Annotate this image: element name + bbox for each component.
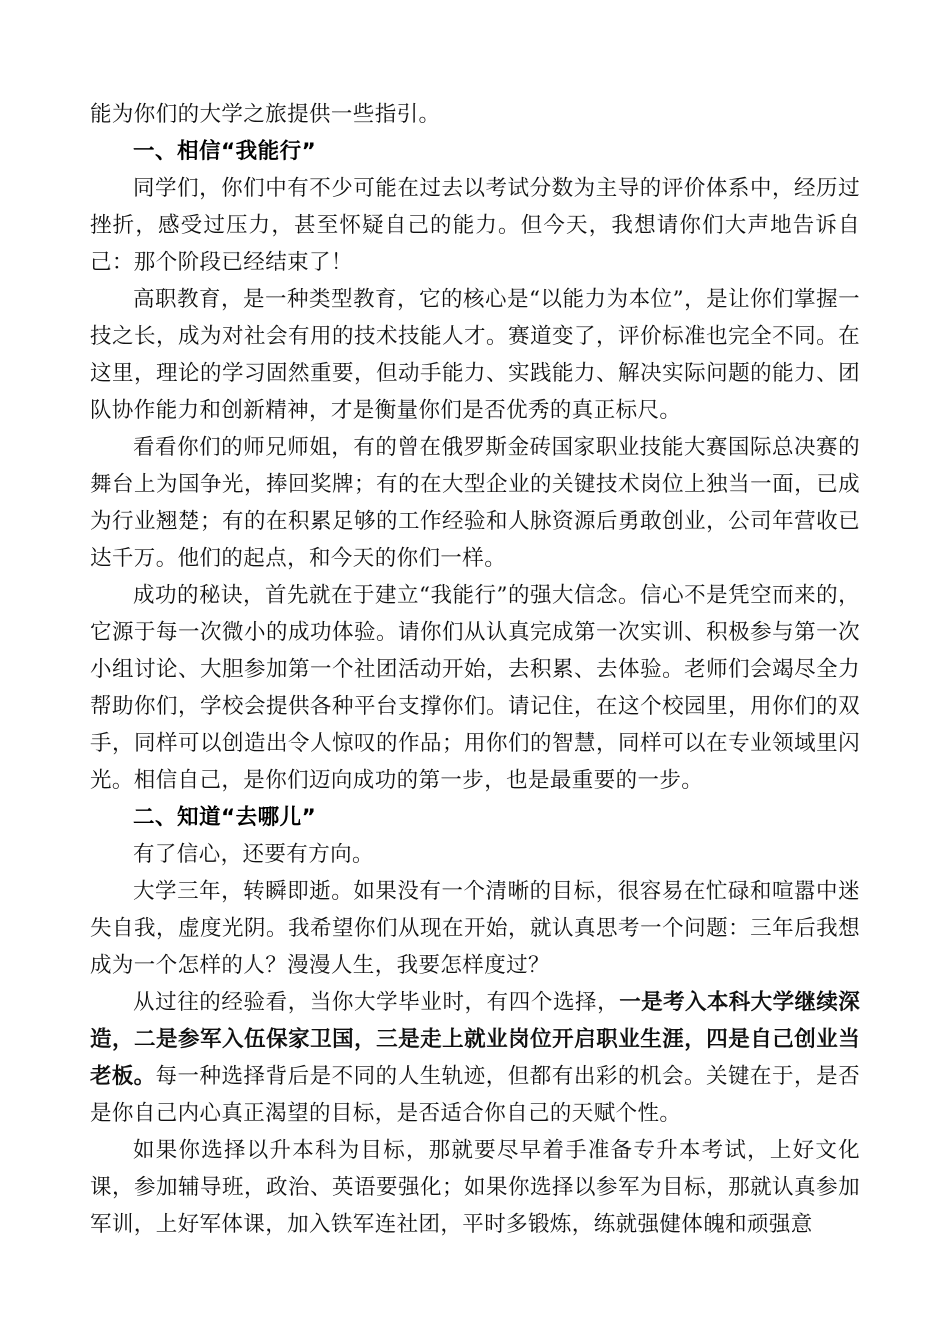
paragraph: 有了信心，还要有方向。 [133,842,374,867]
paragraph: 如果你选择以升本科为目标，那就要尽早着手准备专升本考试，上好文化课，参加辅导班，政治、英语要强化；如果你选择以参军为目标，那就认真参加军训，上好军体课，加入铁军连社团，平时多锻炼，练就强健体魄和顽强意 [90,1138,860,1237]
section-heading-one: 一、相信“我能行” [133,139,317,164]
text-run-normal: 每一种选择背后是不同的人生轨迹，但都有出彩的机会。关键在于，是否是你自己内心真正渴望的目标，是否适合你自己的天赋个性。 [90,1064,860,1126]
paragraph: 同学们，你们中有不少可能在过去以考试分数为主导的评价体系中，经历过挫折，感受过压力，甚至怀疑自己的能力。但今天，我想请你们大声地告诉自己：那个阶段已经结束了！ [90,176,860,275]
text-run-normal: 从过往的经验看，当你大学毕业时，有四个选择， [133,990,620,1015]
paragraph-continuation: 能为你们的大学之旅提供一些指引。 [90,102,441,127]
paragraph: 成功的秘诀，首先就在于建立“我能行”的强大信念。信心不是凭空而来的，它源于每一次微小的成功体验。请你们从认真完成第一次实训、积极参与第一次小组讨论、大胆参加第一个社团活动开始，去积累、去体验。老师们会竭尽全力帮助你们，学校会提供各种平台支撑你们。请记住，在这个校园里，用你们的双手，同样可以创造出令人惊叹的作品；用你们的智慧，同样可以在专业领域里闪光。相信自己，是你们迈向成功的第一步，也是最重要的一步。 [90,583,860,793]
document-body [90,96,860,1243]
paragraph: 看看你们的师兄师姐，有的曾在俄罗斯金砖国家职业技能大赛国际总决赛的舞台上为国争光，捧回奖牌；有的在大型企业的关键技术岗位上独当一面，已成为行业翘楚；有的在积累足够的工作经验和人脉资源后勇敢创业，公司年营收已达千万。他们的起点，和今天的你们一样。 [90,435,860,571]
paragraph-with-emphasis [90,984,860,1132]
text-run-bold: 一是考入本科大学继续深造，二是参军入伍保家卫国，三是走上就业岗位开启职业生涯，四是自己创业当老板。 [90,990,860,1089]
paragraph: 大学三年，转瞬即逝。如果没有一个清晰的目标，很容易在忙碌和喧嚣中迷失自我，虚度光阴。我希望你们从现在开始，就认真思考一个问题：三年后我想成为一个怎样的人？漫漫人生，我要怎样度过？ [90,879,860,978]
section-heading-two: 二、知道“去哪儿” [133,805,317,830]
paragraph: 高职教育，是一种类型教育，它的核心是“以能力为本位”，是让你们掌握一技之长，成为对社会有用的技术技能人才。赛道变了，评价标准也完全不同。在这里，理论的学习固然重要，但动手能力、实践能力、解决实际问题的能力、团队协作能力和创新精神，才是衡量你们是否优秀的真正标尺。 [90,287,860,423]
